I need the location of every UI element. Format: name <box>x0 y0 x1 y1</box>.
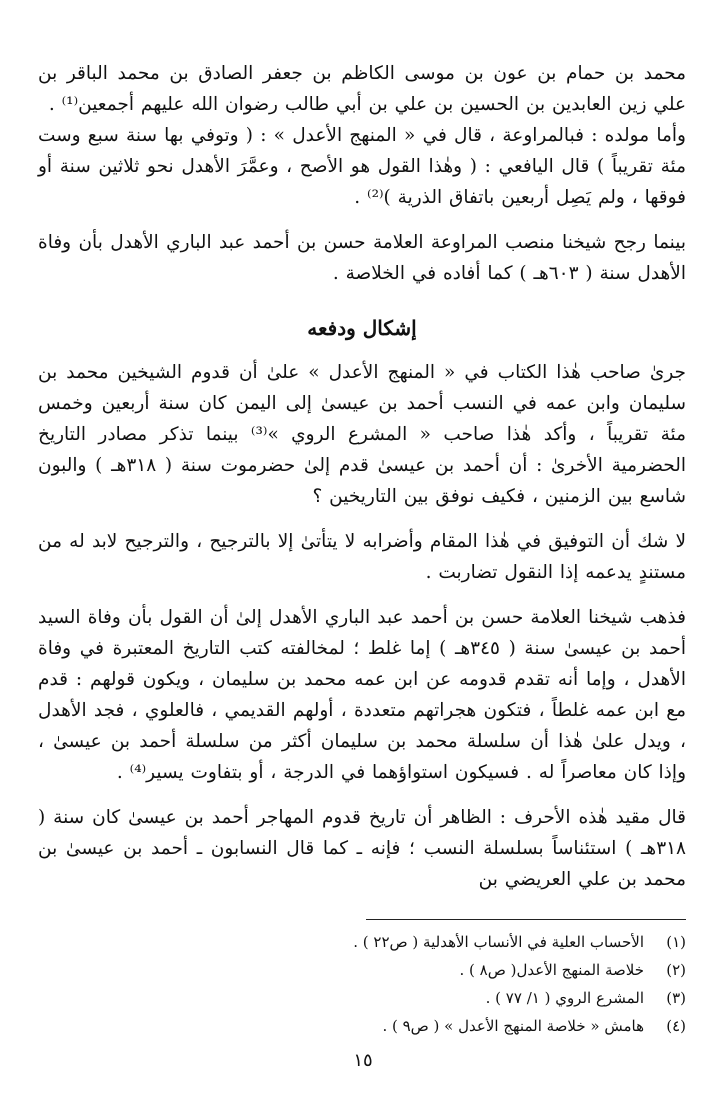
page-number: ١٥ <box>353 1050 373 1071</box>
paragraph-arrival-question: جرىٰ صاحب هٰذا الكتاب في « المنهج الأعدل » علىٰ أن قدوم الشيخين محمد بن سليمان وابن عمه في النسب أحمد بن عيسىٰ إلى اليمن كان سنة أربعين وخمس مئة تقريباً ، وأكد هٰذا صاحب « المشرع الروي »⁽³⁾ بينما تذكر مصادر التاريخ الحضرمية الأخرىٰ : أن أحمد بن عيسىٰ قدم إلىٰ حضرموت سنة ( ٣١٨هـ ) والبون شاسع بين الزمنين ، فكيف نوفق بين التاريخين ؟ <box>38 362 686 507</box>
footnote-item <box>38 928 686 956</box>
paragraph-author-opinion: قال مقيد هٰذه الأحرف : الظاهر أن تاريخ قدوم المهاجر أحمد بن عيسىٰ كان سنة ( ٣١٨هـ ) استئناساً بسلسلة النسب ؛ فإنه ـ كما قال النسابون ـ أحمد بن عيسىٰ بن محمد بن علي العريضي بن <box>38 807 686 890</box>
footnote-number: (٤) <box>666 1017 686 1035</box>
section-heading: إشكال ودفعه <box>307 316 417 340</box>
footnote-item <box>38 956 686 984</box>
footnote-text: المشرع الروي ( ١/ ٧٧ ) . <box>485 989 644 1007</box>
footnote-number: (٢) <box>666 961 686 979</box>
paragraph-birth: وأما مولده : فبالمراوعة ، قال في « المنهج الأعدل » : ( وتوفي بها سنة سبع وست مئة تقريباً ) قال اليافعي : ( وهٰذا القول هو الأصح ، وعمَّرَ الأهدل نحو ثلاثين سنة أو فوقها ، ولم يَصِل أربعين باتفاق الذرية )⁽²⁾ . <box>38 125 686 208</box>
footnote-list <box>38 928 686 1040</box>
footnote-item <box>38 984 686 1012</box>
paragraph-lineage: محمد بن حمام بن عون بن موسى الكاظم بن جعفر الصادق بن محمد الباقر بن علي زين العابدين بن الحسين بن علي بن أبي طالب رضوان الله عليهم أجمعين⁽¹⁾ . <box>38 63 686 115</box>
footnote-text: هامش « خلاصة المنهج الأعدل » ( ص٩ ) . <box>382 1017 644 1035</box>
paragraph-death-year: بينما رجح شيخنا منصب المراوعة العلامة حسن بن أحمد عبد الباري الأهدل بأن وفاة الأهدل سنة ( ٦٠٣هـ ) كما أفاده في الخلاصة . <box>38 232 686 284</box>
footnote-text: خلاصة المنهج الأعدل( ص٨ ) . <box>459 961 644 979</box>
footnote-number: (١) <box>666 933 686 951</box>
footnote-number: (٣) <box>666 989 686 1007</box>
footnote-item <box>38 1012 686 1040</box>
paragraph-reconciliation: لا شك أن التوفيق في هٰذا المقام وأضرابه لا يتأتىٰ إلا بالترجيح ، والترجيح لابد له من مستندٍ يدعمه إذا النقول تضاربت . <box>38 531 686 583</box>
footnote-divider <box>366 919 686 920</box>
paragraph-shaykh-opinion: فذهب شيخنا العلامة حسن بن أحمد عبد الباري الأهدل إلىٰ أن القول بأن وفاة السيد أحمد بن عيسىٰ سنة ( ٣٤٥هـ ) إما غلط ؛ لمخالفته كتب التاريخ المعتبرة في وفاة الأهدل ، وإما أنه تقدم قدومه عن ابن عمه محمد بن سليمان ، ويكون قولهم : قدم مع ابن عمه غلطاً ، فتكون هجراتهم متعددة ، أولهم القديمي ، فالعلوي ، فجد الأهدل ، ويدل علىٰ هٰذا أن سلسلة محمد بن سليمان أكثر من سلسلة أحمد بن عيسىٰ ، وإذا كان معاصراً له . فسيكون استواؤهما في الدرجة ، أو بتفاوت يسير⁽⁴⁾ . <box>38 607 686 783</box>
footnote-text: الأحساب العلية في الأنساب الأهدلية ( ص٢٢ ) . <box>353 933 644 951</box>
